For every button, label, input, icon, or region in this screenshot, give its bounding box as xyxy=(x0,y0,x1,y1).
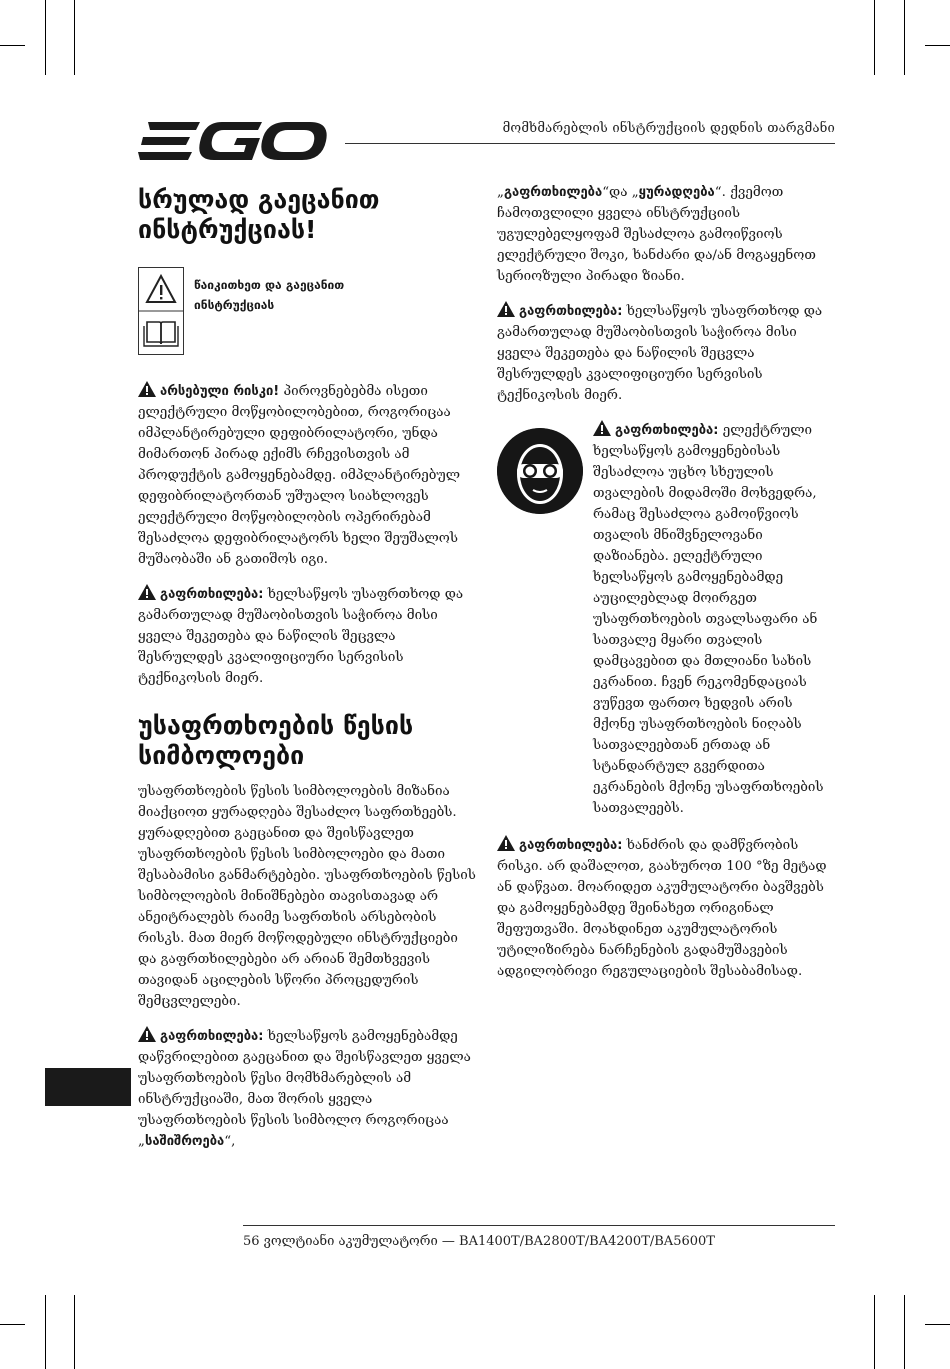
warning-text: ელექტრული ხელსაწყოს გამოყენებისას შესაძლოა უცხო სხეულის თვალების მიდამოში მოხვედრა, რამაც შესაძლოა გამოიწვიოს თვალის მნიშვნელოვანი დაზიანება. ელექტრული ხელსაწყოს გამოყენებამდე აუცილებლად მოირგეთ უსაფრთხოების თვალსაფარი ან სათვალე მყარი თვალის დამცავებით და მთლიანი სახის ეკრანით. ჩვენ რეკომენდაციას ვუწევთ ფართო ხედვის არის მქონე უსაფრთხოების ნიღაბს სათვალეებთან ერთად ან სტანდარტულ გვერდითა ეკრანების მქონე უსაფრთხოების სათვალეებს. xyxy=(593,423,824,816)
crop-mark xyxy=(904,0,905,75)
read-manual-box xyxy=(138,267,478,355)
eye-protection-icon xyxy=(497,428,583,514)
warning-paragraph xyxy=(497,301,842,406)
warning-triangle-icon xyxy=(497,835,515,851)
warning-text: ხანძრის და დამწვრობის რისკი. არ დაშალოთ, გაახუროთ 100 °ზე მეტად ან დაწვათ. მოარიდეთ აკუმულატორი ბავშვებს და გამოყენებამდე შეინახეთ ორიგინალ შეფუთვაში. მოახდინეთ აკუმულატორის უტილიზირება ნარჩენების გადამუშავების ადგილობრივი რეგულაციების შესაბამისად. xyxy=(497,838,827,979)
continuation-text: “. ქვემოთ ჩამოთვლილი ყველა ინსტრუქციის უგულებელყოფამ შესაძლოა გამოიწვიოს ელექტრული შოკი, ხანძარი და/ან მოგაყენოთ სერიოზული პირადი ზიანი. xyxy=(497,185,816,284)
header-title: მომხმარებლის ინსტრუქციის დედნის თარგმანი xyxy=(502,121,835,136)
page-tab-marker xyxy=(45,1068,131,1106)
warning-label: გაფრთხილება: xyxy=(160,587,264,602)
caution-word: ყურადღება xyxy=(638,185,715,200)
quote-open: „ xyxy=(497,185,504,200)
warning-label: გაფრთხილება: xyxy=(160,1029,264,1044)
risk-text: პიროვნებებმა ისეთი ელექტრული მოწყობილობებით, როგორიცაა იმპლანტირებული დეფიბრილატორი, უნდა მიმართონ პირად ექიმს რჩევისთვის ამ პროდუქტის გამოყენებამდე. იმპლანტირებულ დეფიბრილატორთან უშუალო სიახლოვეს ელექტრული მოწყობილობის ოპერირებამ შესაძლოა დეფიბრილატორს ხელი შეუშალოს მუშაობაში ან გათიშოს იგი. xyxy=(138,384,461,567)
warning-word: გაფრთხილება xyxy=(503,185,603,200)
read-manual-label: წაიკითხეთ და გაეცანით ინსტრუქციას xyxy=(194,278,345,312)
right-column xyxy=(497,182,842,982)
crop-mark xyxy=(0,1324,25,1325)
warning-label: გაფრთხილება: xyxy=(519,304,623,319)
read-manual-icon xyxy=(138,267,184,355)
heading-read-manual: სრულად გაეცანით ინსტრუქციას! xyxy=(138,185,380,244)
footer-rule xyxy=(243,1225,835,1226)
heading-safety-symbols: უსაფრთხოების წესის სიმბოლოები xyxy=(138,711,414,770)
warning-triangle-icon xyxy=(593,420,611,436)
warning-text: ხელსაწყოს უსაფრთხოდ და გამართულად მუშაობისთვის საჭიროა მისი ყველა შეკეთება და ნაწილის შეცვლა შესრულდეს კვალიფიციური სერვისის ტექნიკოსის მიერ. xyxy=(138,587,464,686)
warning-text: ხელსაწყოს უსაფრთხოდ და გამართულად მუშაობისთვის საჭიროა მისი ყველა შეკეთება და ნაწილის შეცვლა შესრულდეს კვალიფიციური სერვისის ტექნიკოსის მიერ. xyxy=(497,304,823,403)
crop-mark xyxy=(874,1295,875,1369)
warning-label: გაფრთხილება: xyxy=(519,838,623,853)
warning-paragraph xyxy=(497,835,842,982)
header-rule xyxy=(345,143,835,144)
ego-logo xyxy=(138,120,328,162)
crop-mark xyxy=(904,1295,905,1369)
risk-paragraph xyxy=(138,381,478,570)
warning-text-end: “, xyxy=(224,1134,236,1149)
footer-text: 56 ვოლტიანი აკუმულატორი — BA1400T/BA2800T/BA4200T/BA5600T xyxy=(243,1234,715,1249)
warning-paragraph xyxy=(138,584,478,689)
left-column xyxy=(138,185,478,1152)
warning-triangle-icon xyxy=(138,381,156,397)
crop-mark xyxy=(874,0,875,75)
crop-mark xyxy=(0,45,25,46)
crop-mark xyxy=(74,1295,75,1369)
warning-triangle-icon xyxy=(497,301,515,317)
continuation-paragraph xyxy=(497,182,842,287)
warning-triangle-icon xyxy=(138,584,156,600)
warning-label: გაფრთხილება: xyxy=(615,423,719,438)
warning-paragraph xyxy=(593,420,838,819)
crop-mark xyxy=(925,45,950,46)
quote-mid: “და „ xyxy=(602,185,639,200)
crop-mark xyxy=(74,0,75,75)
warning-paragraph xyxy=(138,1026,478,1152)
danger-word: საშიშროება xyxy=(144,1134,225,1149)
risk-label: არსებული რისკი! xyxy=(160,384,280,399)
crop-mark xyxy=(45,0,46,75)
warning-triangle-icon xyxy=(138,1026,156,1042)
eye-warning-block xyxy=(497,420,842,819)
warning-text: ხელსაწყოს გამოყენებამდე დაწვრილებით გაეცანით და შეისწავლეთ ყველა უსაფრთხოების წესი მომხმარებლის ამ ინსტრუქციაში, მათ შორის ყველა უსაფრთხოების წესის სიმბოლო როგორიცაა „ xyxy=(138,1029,471,1149)
crop-mark xyxy=(45,1295,46,1369)
crop-mark xyxy=(925,1324,950,1325)
symbols-paragraph: უსაფრთხოების წესის სიმბოლოების მიზანია მიაქციოთ ყურადღება შესაძლო საფრთხეებს. ყურადღებით გაეცანით და შეისწავლეთ უსაფრთხოების წესის სიმბოლოები და მათი შესაბამისი განმარტებები. უსაფრთხოების წესის სიმბოლოების მინიშნებები თავისთავად არ ანეიტრალებს რაიმე საფრთხის არსებობის რისკს. მათ მიერ მოწოდებული ინსტრუქციები და გაფრთხილებები არ არიან შემთხვევის თავიდან აცილების სწორი პროცედურის შემცვლელები. xyxy=(138,784,476,1009)
